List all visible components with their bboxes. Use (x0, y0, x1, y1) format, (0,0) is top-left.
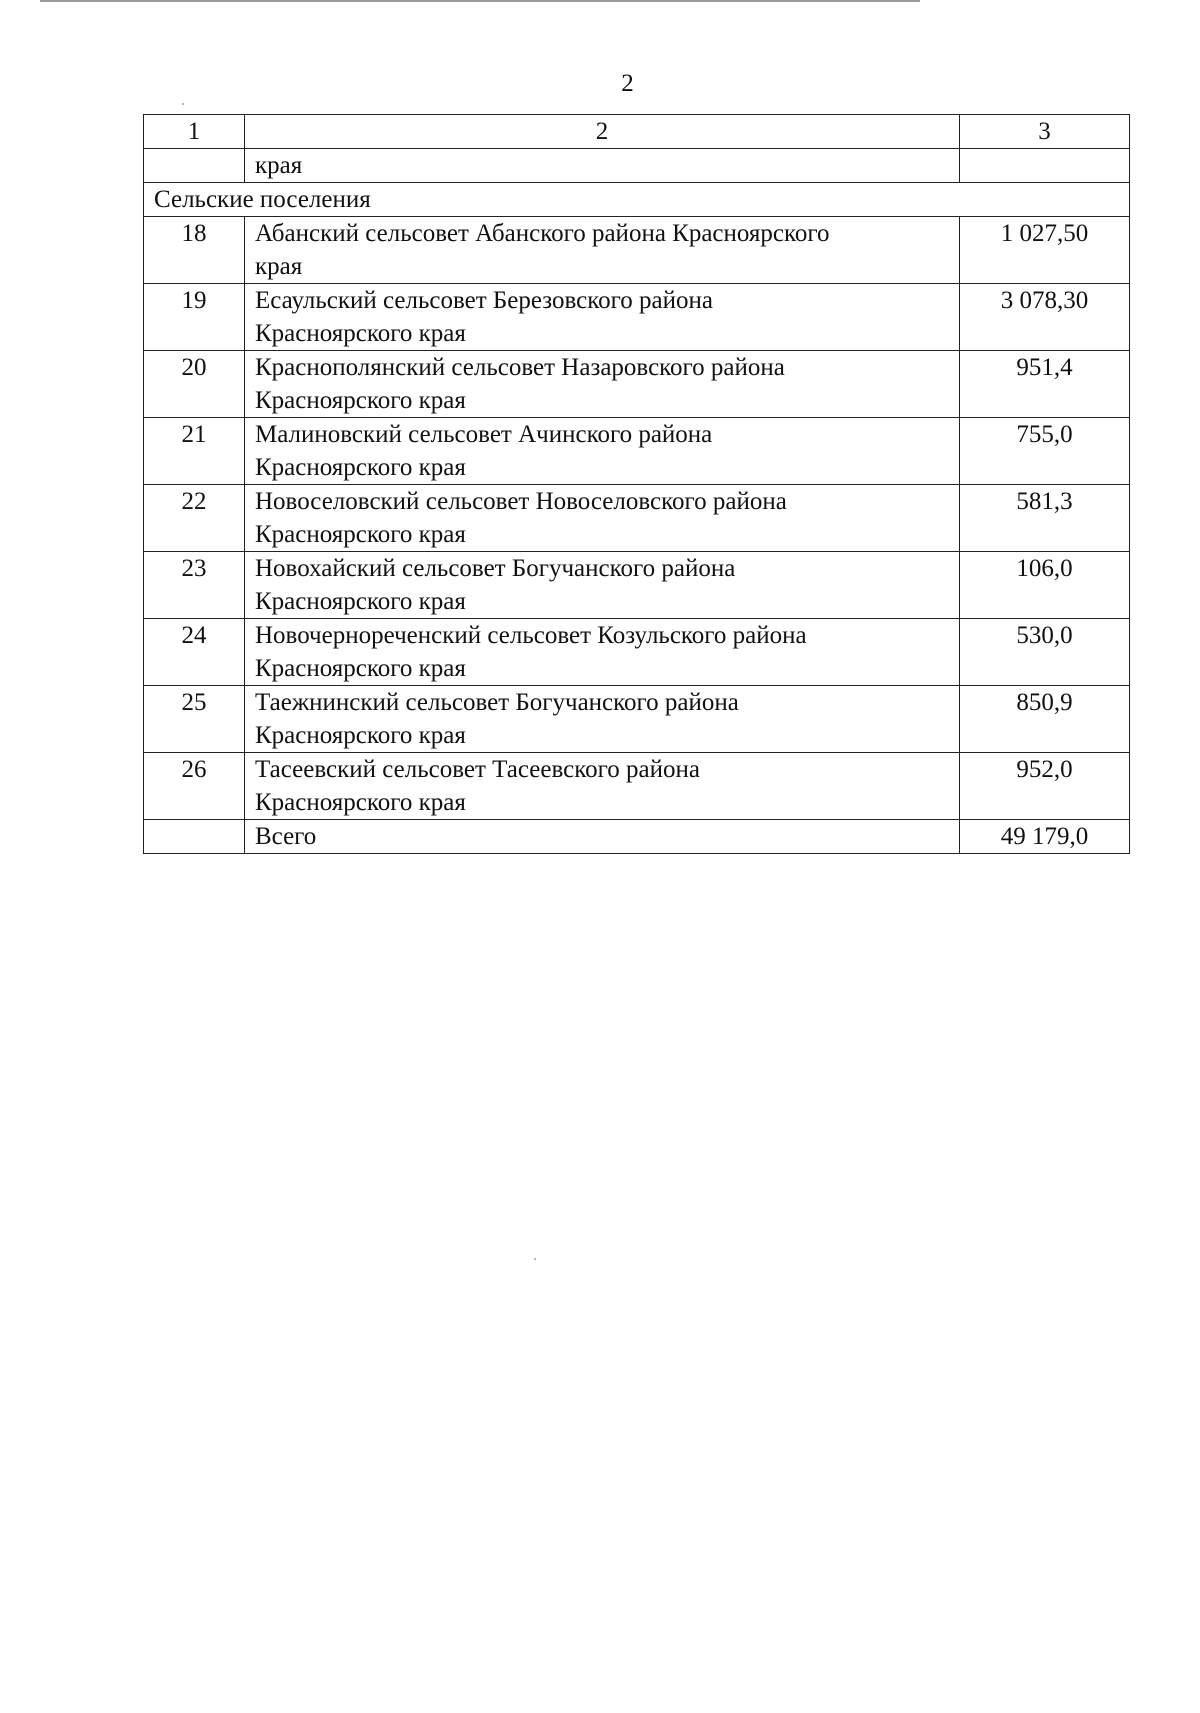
row-name (245, 485, 960, 552)
row-name-line: Красноярского края (255, 789, 466, 816)
row-number: 19 (144, 284, 245, 351)
row-value: 106,0 (960, 552, 1130, 619)
total-value: 49 179,0 (960, 820, 1130, 854)
row-value: 1 027,50 (960, 217, 1130, 284)
row-name-line: Красноярского края (255, 454, 466, 481)
total-number (144, 820, 245, 854)
row-name-line: Краснополянский сельсовет Назаровского района (255, 354, 785, 381)
row-name-line: Красноярского края (255, 722, 466, 749)
scan-speck (182, 103, 184, 105)
row-number: 26 (144, 753, 245, 820)
row-value: 3 078,30 (960, 284, 1130, 351)
row-name-line: Новочернореченский сельсовет Козульского района (255, 622, 807, 649)
row-number: 24 (144, 619, 245, 686)
table-row (144, 619, 1130, 686)
row-number: 18 (144, 217, 245, 284)
total-row (144, 820, 1130, 854)
row-name (245, 284, 960, 351)
row-name: края (245, 149, 960, 183)
header-cell: 3 (960, 115, 1130, 149)
table-row (144, 753, 1130, 820)
row-name (245, 619, 960, 686)
scan-top-edge-line (40, 0, 920, 2)
header-cell: 2 (245, 115, 960, 149)
table-row (144, 284, 1130, 351)
row-name-line: края (255, 253, 303, 280)
total-label: Всего (245, 820, 960, 854)
row-value: 755,0 (960, 418, 1130, 485)
table-row (144, 418, 1130, 485)
row-value: 850,9 (960, 686, 1130, 753)
row-name (245, 753, 960, 820)
row-name (245, 418, 960, 485)
row-name-line: Новохайский сельсовет Богучанского района (255, 555, 736, 582)
row-value: 530,0 (960, 619, 1130, 686)
table-row (144, 485, 1130, 552)
table-row (144, 217, 1130, 284)
row-value (960, 149, 1130, 183)
table-row (144, 686, 1130, 753)
row-name-line: Красноярского края (255, 320, 466, 347)
row-name (245, 686, 960, 753)
row-number: 22 (144, 485, 245, 552)
header-cell: 1 (144, 115, 245, 149)
table-row (144, 552, 1130, 619)
row-number (144, 149, 245, 183)
section-row (144, 183, 1130, 217)
row-name (245, 351, 960, 418)
row-name-line: Есаульский сельсовет Березовского района (255, 287, 713, 314)
row-name-line: Красноярского края (255, 655, 466, 682)
row-name-line: Красноярского края (255, 387, 466, 414)
row-name-line: Малиновский сельсовет Ачинского района (255, 421, 713, 448)
row-number: 23 (144, 552, 245, 619)
row-name-line: Новоселовский сельсовет Новоселовского района (255, 488, 787, 515)
section-title: Сельские поселения (144, 183, 1130, 217)
scan-speck (534, 1258, 536, 1260)
row-number: 21 (144, 418, 245, 485)
row-name-line: Красноярского края (255, 521, 466, 548)
row-name-line: Абанский сельсовет Абанского района Красноярского (255, 220, 830, 247)
row-name-line: Красноярского края (255, 588, 466, 615)
row-name (245, 552, 960, 619)
row-number: 20 (144, 351, 245, 418)
page-number: 2 (621, 70, 634, 97)
row-value: 581,3 (960, 485, 1130, 552)
settlements-table (143, 114, 1130, 854)
row-name (245, 217, 960, 284)
continuation-row (144, 149, 1130, 183)
row-number: 25 (144, 686, 245, 753)
row-name-line: Тасеевский сельсовет Тасеевского района (255, 756, 700, 783)
row-value: 952,0 (960, 753, 1130, 820)
table-header-row (144, 115, 1130, 149)
row-value: 951,4 (960, 351, 1130, 418)
table-row (144, 351, 1130, 418)
row-name-line: Таежнинский сельсовет Богучанского района (255, 689, 739, 716)
